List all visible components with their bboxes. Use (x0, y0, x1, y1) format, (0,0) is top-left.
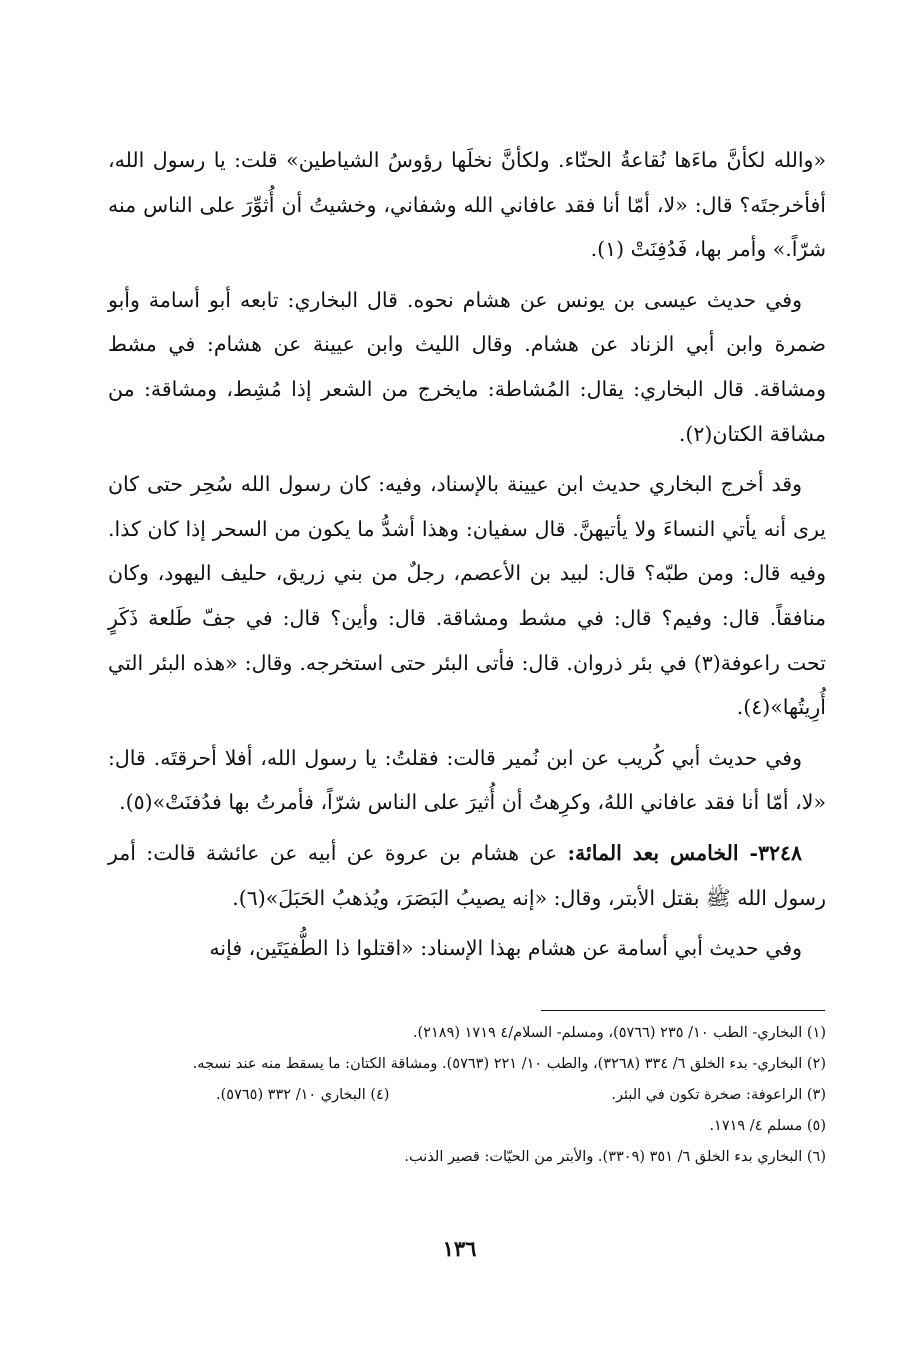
hadith-heading: ٣٢٤٨- الخامس بعد المائة: (567, 840, 802, 865)
paragraph-1: «والله لكأنَّ ماءَها نُقاعةُ الحنّاء. ولكأنَّ نخلَها رؤوسُ الشياطين» قلت: يا رسول الله، أفأخرجتَه؟ قال: «لا، أمّا أنا فقد عافاني الله وشفاني، وخشيتُ أن أُثوِّرَ على الناس منه شرّاً.» وأمر بها، فَدُفِنَتْ (١). (108, 148, 826, 262)
hadith-text: عن هشام بن عروة عن أبيه عن عائشة قالت: أمر رسول الله ﷺ بقتل الأبتر، وقال: «إنه يصيبُ البَصَرَ، ويُذهبُ الحَبَلَ»(٦). (108, 840, 826, 910)
footnote-row-3-4 (108, 1080, 826, 1111)
main-text (108, 138, 826, 977)
hadith-entry (108, 831, 826, 920)
page-number: ١٣٦ (442, 1236, 477, 1261)
footnote-3: (٣) الراعوفة: صخرة تكون في البئر. (611, 1087, 826, 1103)
footnote-4: (٤) البخاري ١٠/ ٣٣٢ (٥٧٦٥). (216, 1087, 390, 1103)
paragraph-4: وفي حديث أبي كُريب عن ابن نُمير قالت: فقلتُ: يا رسول الله، أفلا أحرقتَه. قال: «لا، أمّا أنا فقد عافاني اللهُ، وكرِهتُ أن أُثيرَ على الناس شرّاً، فأمرتُ بها فدُفنَتْ»(٥). (108, 745, 826, 815)
footnote-2: (٢) البخاري- بدء الخلق ٦/ ٣٣٤ (٣٢٦٨)، والطب ١٠/ ٢٢١ (٥٧٦٣). ومشاقة الكتان: ما يسقط منه عند نسجه. (192, 1056, 826, 1072)
footnote-5: (٥) مسلم ٤/ ١٧١٩. (709, 1118, 826, 1134)
paragraph-2: وفي حديث عيسى بن يونس عن هشام نحوه. قال البخاري: تابعه أبو أسامة وأبو ضمرة وابن أبي الزناد عن هشام. وقال الليث وابن عيينة عن هشام: في مشط ومشاقة. قال البخاري: يقال: المُشاطة: مايخرج من الشعر إذا مُشِط، ومشاقة: من مشاقة الكتان(٢). (108, 287, 826, 446)
paragraph-3: وقد أخرج البخاري حديث ابن عيينة بالإسناد، وفيه: كان رسول الله سُحِر حتى كان يرى أنه يأتي النساءَ ولا يأتيهنَّ. قال سفيان: وهذا أشدُّ ما يكون من السحر إذا كان كذا. وفيه قال: ومن طبّه؟ قال: لبيد بن الأعصم، رجلٌ من بني زريق، حليف اليهود، وكان منافقاً. قال: وفيم؟ قال: في مشط ومشاقة. قال: وأين؟ قال: في جفّ طَلعة ذَكَرٍ تحت راعوفة(٣) في بئر ذروان. قال: فأتى البئر حتى استخرجه. وقال: «هذه البئر التي أُرِيتُها»(٤). (108, 472, 826, 720)
paragraph-trailing: وفي حديث أبي أسامة عن هشام بهذا الإسناد: «اقتلوا ذا الطُّفيَتَين، فإنه (209, 936, 802, 961)
footnotes (108, 1018, 826, 1173)
footnote-1: (١) البخاري- الطب ١٠/ ٢٣٥ (٥٧٦٦)، ومسلم- السلام/٤ ١٧١٩ (٢١٨٩). (412, 1025, 826, 1041)
footnote-divider (541, 1010, 825, 1011)
footnote-6: (٦) البخاري بدء الخلق ٦/ ٣٥١ (٣٣٠٩). والأبتر من الحيّات: قصير الذنب. (404, 1149, 826, 1165)
